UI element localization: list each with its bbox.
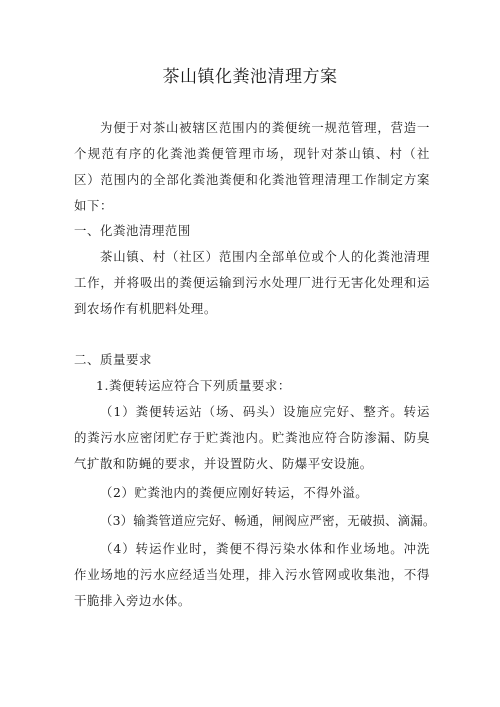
section-1-body: 茶山镇、村（社区）范围内全部单位或个人的化粪池清理工作，并将吸出的粪便运输到污水处理厂进行无害化处理和运到农场作有机肥料处理。 [74, 249, 430, 316]
section-2-subheading: 1.粪便转运应符合下列质量要求： [96, 378, 291, 393]
requirement-item-2: （2）贮粪池内的粪便应刚好转运，不得外溢。 [100, 485, 369, 500]
requirement-item-3: （3）输粪管道应完好、畅通，闸阀应严密，无破损、滴漏。 [100, 513, 436, 528]
requirement-item-1: （1）粪便转运站（场、码头）设施应完好、整齐。转运的粪污水应密闭贮存于贮粪池内。贮粪池应符合防渗漏、防臭气扩散和防蝇的要求，并设置防火、防爆平安设施。 [74, 404, 430, 471]
section-2-heading: 二、质量要求 [74, 352, 152, 367]
section-1-heading: 一、化粪池清理范围 [74, 223, 191, 238]
intro-paragraph: 为便于对茶山被辖区范围内的粪便统一规范管理，营造一个规范有序的化粪池粪便管理市场，现针对茶山镇、村（社区）范围内的全部化粪池粪便和化粪池管理清理工作制定方案如下： [74, 120, 430, 213]
requirement-item-4: （4）转运作业时，粪便不得污染水体和作业场地。冲洗作业场地的污水应经适当处理，排入污水管网或收集池，不得干脆排入旁边水体。 [74, 541, 430, 608]
document-title: 茶山镇化粪池清理方案 [162, 67, 338, 87]
